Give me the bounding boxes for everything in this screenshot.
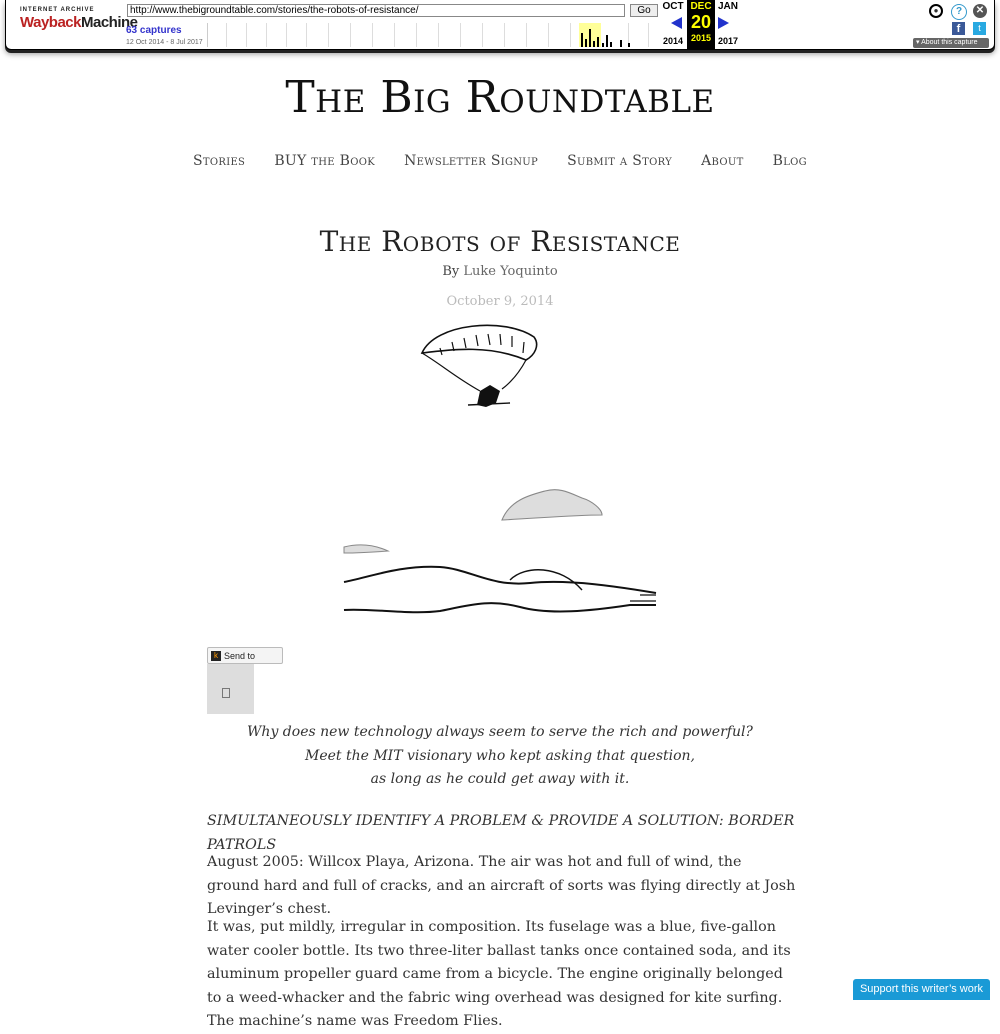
- captures-range: 12 Oct 2014 - 8 Jul 2017: [126, 39, 203, 46]
- byline-prefix: By: [442, 264, 460, 279]
- prev-capture-arrow-icon[interactable]: [671, 17, 682, 29]
- prev-year-label[interactable]: 2014: [662, 36, 684, 46]
- sparkline-divider: [246, 23, 247, 47]
- sparkline-divider: [526, 23, 527, 47]
- sparkline-divider: [226, 23, 227, 47]
- sparkline-divider: [266, 23, 267, 47]
- publish-date: October 9, 2014: [446, 294, 554, 309]
- dek-line: as long as he could get away with it.: [370, 771, 630, 787]
- article-title: The Robots of Resistance: [319, 225, 681, 258]
- dek-line: Meet the MIT visionary who kept asking that question,: [304, 747, 696, 764]
- captures-link[interactable]: 63 captures: [126, 25, 182, 36]
- wayback-toolbar: [5, 0, 995, 50]
- share-panel: [207, 664, 254, 714]
- sparkline-divider: [394, 23, 395, 47]
- nav-stories[interactable]: Stories: [193, 153, 246, 169]
- sparkline-divider: [504, 23, 505, 47]
- sparkline-divider: [548, 23, 549, 47]
- sparkline-bar: [589, 29, 591, 47]
- kindle-icon: k: [211, 651, 221, 661]
- nav-buy-the-book[interactable]: BUY the Book: [274, 153, 375, 169]
- section-heading: SIMULTANEOUSLY IDENTIFY A PROBLEM & PROVIDE A SOLUTION: BORDER PATROLS: [207, 813, 795, 853]
- sparkline-divider: [438, 23, 439, 47]
- nav-newsletter-signup[interactable]: Newsletter Signup: [404, 153, 539, 169]
- sparkline-divider: [306, 23, 307, 47]
- sparkline-divider: [482, 23, 483, 47]
- wayback-url-input[interactable]: http://www.thebigroundtable.com/stories/the-robots-of-resistance/: [127, 4, 625, 17]
- kindle-label: Send to: [224, 651, 256, 661]
- main-nav: [0, 150, 1000, 169]
- about-capture-label: About this capture: [921, 39, 978, 46]
- next-capture-arrow-icon[interactable]: [718, 17, 729, 29]
- facebook-icon[interactable]: f: [952, 22, 965, 35]
- nav-about[interactable]: About: [701, 153, 744, 169]
- logo-wayback-word: Wayback: [20, 14, 81, 31]
- sparkline-divider: [570, 23, 571, 47]
- support-writer-button[interactable]: Support this writer’s work: [853, 979, 990, 1000]
- sparkline-bar: [581, 33, 583, 47]
- paragraph: It was, put mildly, irregular in composition. Its fuselage was a blue, five-gallon water cooler bottle. Its two three-liter ballast tanks once contained soda, and its aluminum propeller guard came from a bicycle. The engine originally belonged to a weed-whacker and the fabric wing overhead was designed for kite surfing. The machine’s name was Freedom Flies.: [207, 919, 791, 1029]
- article-dek: [0, 721, 1000, 792]
- author-link[interactable]: Luke Yoquinto: [463, 264, 558, 279]
- close-icon[interactable]: ✕: [973, 4, 987, 18]
- sparkline-bar: [628, 43, 630, 47]
- nav-blog[interactable]: Blog: [772, 153, 807, 169]
- sparkline-divider: [372, 23, 373, 47]
- logo-top-text: INTERNET ARCHIVE: [20, 7, 95, 13]
- sparkline-bar: [610, 42, 612, 47]
- sparkline-bar: [593, 41, 595, 47]
- sparkline-divider: [328, 23, 329, 47]
- about-capture-button[interactable]: ▾ About this capture: [913, 38, 989, 48]
- help-icon[interactable]: ?: [951, 4, 967, 20]
- capture-sparkline[interactable]: [207, 23, 658, 47]
- twitter-icon[interactable]: t: [973, 22, 986, 35]
- next-month-label[interactable]: JAN: [717, 1, 738, 12]
- paragraph: August 2005: Willcox Playa, Arizona. The air was hot and full of wind, the ground hard and full of cracks, and an aircraft of sorts was flying directly at Josh Levinger’s chest.: [207, 854, 796, 917]
- sparkline-bar: [585, 39, 587, 47]
- prev-month-label[interactable]: OCT: [662, 1, 684, 12]
- logo-machine-word: Machine: [80, 14, 138, 31]
- document-icon[interactable]: [222, 688, 230, 698]
- sparkline-bar: [620, 40, 622, 47]
- sparkline-divider: [286, 23, 287, 47]
- current-capture-date: [687, 0, 715, 50]
- sparkline-bar: [606, 35, 608, 47]
- sparkline-divider: [648, 23, 649, 47]
- nav-submit-a-story[interactable]: Submit a Story: [567, 153, 672, 169]
- dek-line: Why does new technology always seem to serve the rich and powerful?: [247, 724, 753, 740]
- sparkline-bar: [602, 43, 604, 47]
- sparkline-divider: [350, 23, 351, 47]
- byline: [0, 264, 1000, 279]
- site-title[interactable]: The Big Roundtable: [285, 72, 715, 123]
- current-year: 2015: [690, 33, 712, 43]
- user-icon[interactable]: ●: [929, 4, 943, 18]
- next-year-label[interactable]: 2017: [717, 36, 739, 46]
- sparkline-divider: [416, 23, 417, 47]
- sparkline-bar: [597, 37, 599, 47]
- current-month: DEC: [690, 1, 712, 12]
- sparkline-divider: [460, 23, 461, 47]
- current-day: 20: [690, 12, 712, 32]
- send-to-kindle-button[interactable]: [207, 647, 283, 664]
- wayback-go-button[interactable]: Go: [630, 4, 658, 17]
- logo-main-text: [20, 14, 138, 31]
- wayback-logo[interactable]: [20, 7, 138, 41]
- hero-illustration: [330, 315, 670, 635]
